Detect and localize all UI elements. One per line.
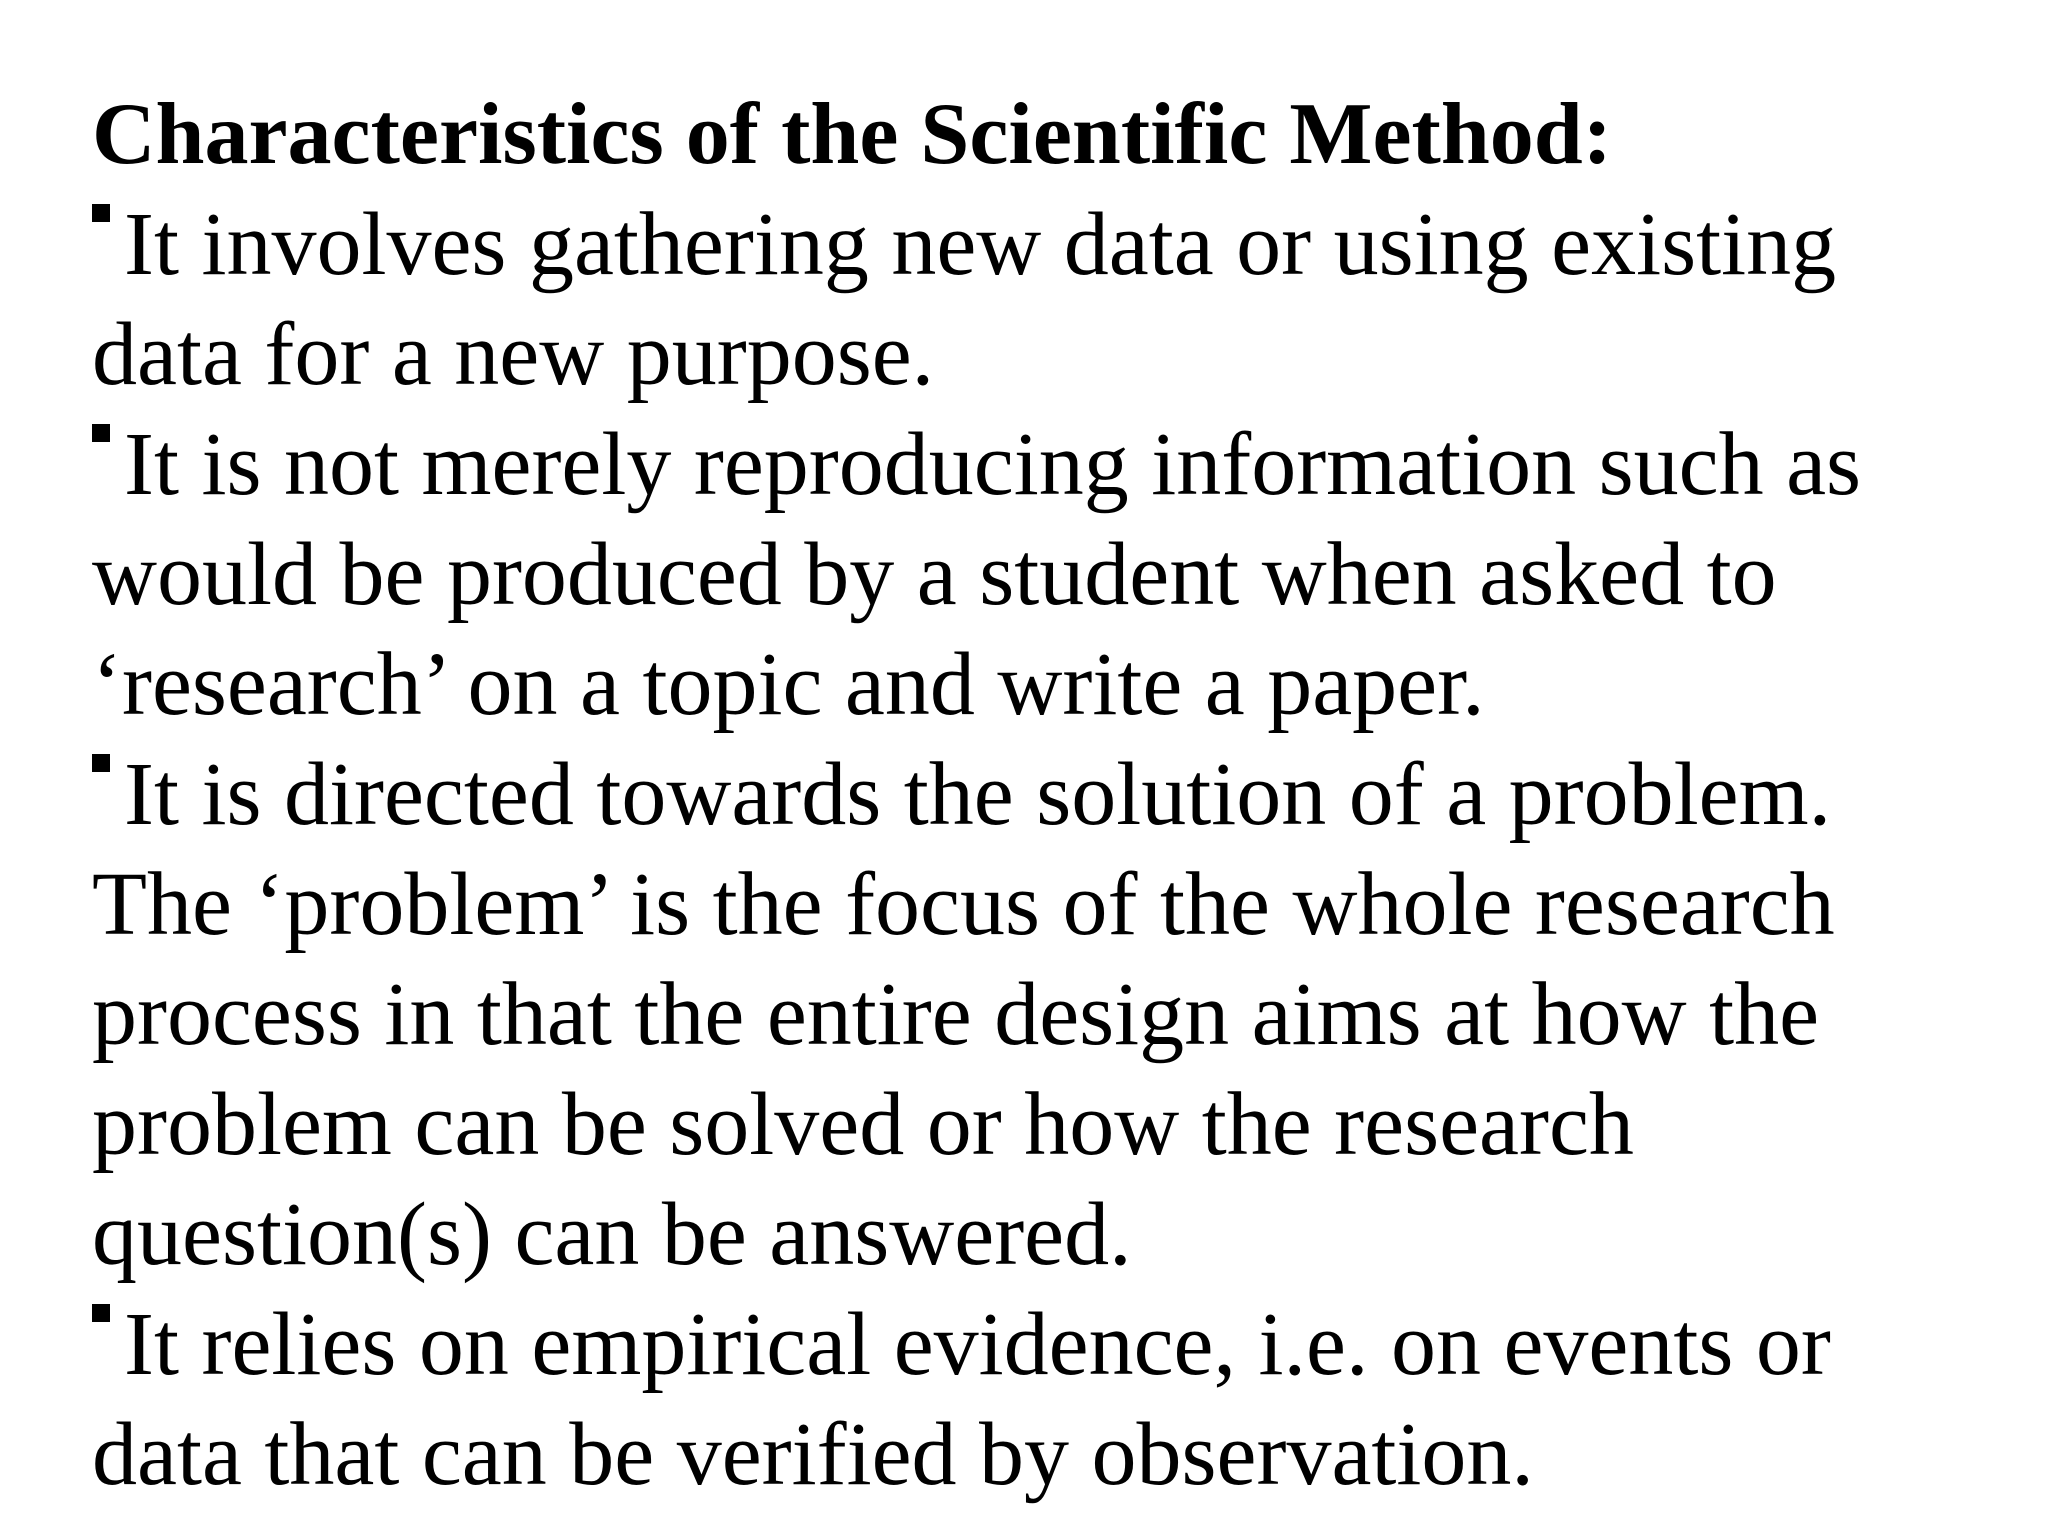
bullet-line	[92, 1290, 1992, 1400]
bullet-line: process in that the entire design aims at how the	[92, 965, 1820, 1064]
bullet-line	[92, 410, 1992, 520]
square-bullet-icon	[92, 754, 110, 772]
bullet-line: data that can be verified by observation.	[92, 1405, 1534, 1504]
slide-content	[92, 80, 1992, 1510]
square-bullet-icon	[92, 204, 110, 222]
bullet-item-2	[92, 410, 1992, 740]
bullet-line: would be produced by a student when asked to	[92, 525, 1777, 624]
bullet-text: It is directed towards the solution of a problem.	[124, 745, 1832, 844]
bullet-line: question(s) can be answered.	[92, 1185, 1132, 1284]
bullet-item-4	[92, 1290, 1992, 1510]
bullet-text: It involves gathering new data or using existing	[124, 195, 1837, 294]
bullet-text: It is not merely reproducing information such as	[124, 415, 1862, 514]
slide-title: Characteristics of the Scientific Method:	[92, 86, 1613, 183]
bullet-line: problem can be solved or how the research	[92, 1075, 1634, 1174]
bullet-line: data for a new purpose.	[92, 305, 935, 404]
bullet-item-3	[92, 740, 1992, 1290]
bullet-text: It relies on empirical evidence, i.e. on events or	[124, 1295, 1831, 1394]
bullet-line: ‘research’ on a topic and write a paper.	[92, 635, 1485, 734]
square-bullet-icon	[92, 424, 110, 442]
bullet-line	[92, 190, 1992, 300]
bullet-item-1	[92, 190, 1992, 410]
bullet-line	[92, 740, 1992, 850]
bullet-line: The ‘problem’ is the focus of the whole research	[92, 855, 1835, 954]
square-bullet-icon	[92, 1304, 110, 1322]
